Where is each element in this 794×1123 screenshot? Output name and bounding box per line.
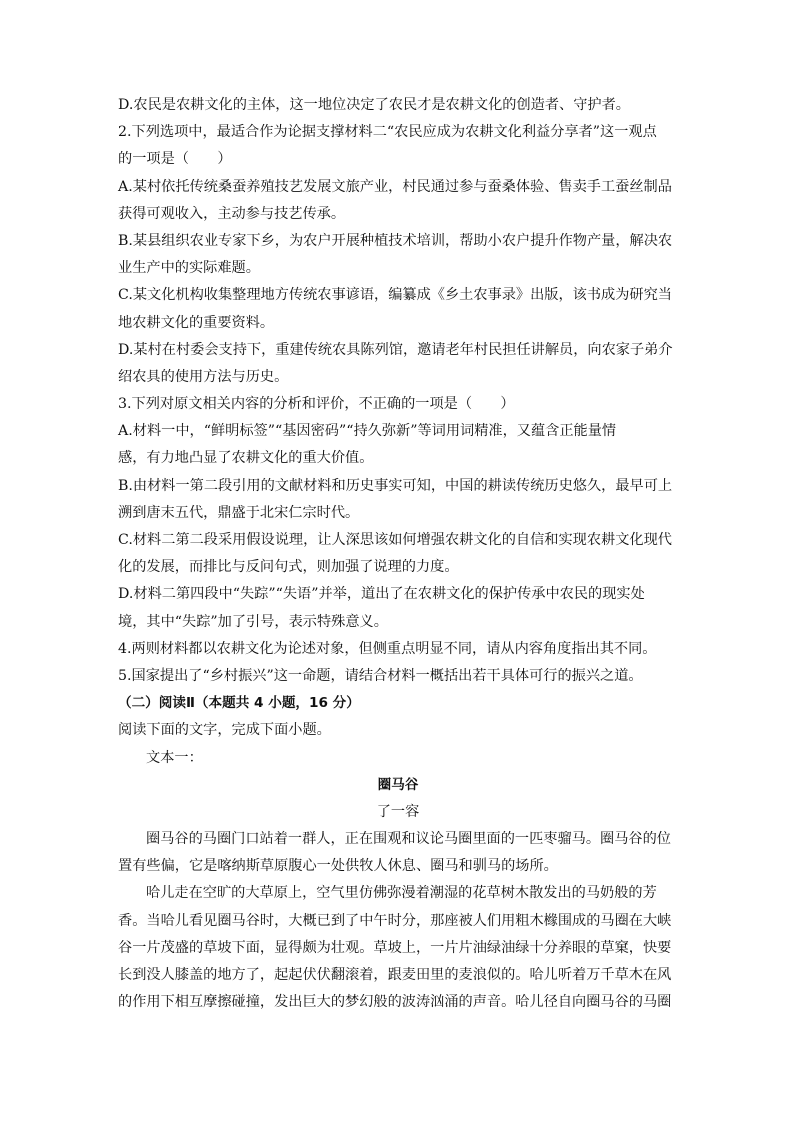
option-d: D.材料二第四段中“失踪”“失语”并举，道出了在农耕文化的保护传承中农民的现实处 bbox=[118, 586, 645, 603]
story-paragraph-line: 置有些偏，它是喀纳斯草原腹心一处供牧人休息、圈马和驯马的场所。 bbox=[118, 858, 558, 875]
story-paragraph-line: 圈马谷的马圈门口站着一群人，正在围观和议论马圈里面的一匹枣骝马。圈马谷的位 bbox=[146, 831, 671, 848]
text-line: 业生产中的实际难题。 bbox=[118, 260, 260, 277]
option-b: B.某县组织农业专家下乡，为农户开展种植技术培训，帮助小农户提升作物产量，解决农 bbox=[118, 232, 673, 249]
option-b: B.由材料一第二段引用的文献材料和历史事实可知，中国的耕读传统历史悠久，最早可上 bbox=[118, 477, 673, 494]
section-heading: （二）阅读Ⅱ（本题共 4 小题，16 分） bbox=[118, 695, 360, 712]
text-line: 绍农具的使用方法与历史。 bbox=[118, 368, 289, 385]
question-3: 3.下列对原文相关内容的分析和评价，不正确的一项是（ ） bbox=[118, 396, 515, 413]
story-paragraph-line: 哈儿走在空旷的大草原上，空气里仿佛弥漫着潮湿的花草树木散发出的马奶般的芳 bbox=[146, 885, 657, 902]
story-paragraph-line: 谷一片茂盛的草坡下面，显得颇为壮观。草坡上，一片片油绿油绿十分养眼的草窠，快要 bbox=[118, 939, 672, 956]
instruction: 阅读下面的文字，完成下面小题。 bbox=[118, 722, 331, 739]
option-a: A.某村依托传统桑蚕养殖技艺发展文旅产业，村民通过参与蚕桑体验、售卖手工蚕丝制品 bbox=[118, 178, 672, 195]
story-paragraph-line: 香。当哈儿看见圈马谷时，大概已到了中午时分，那座被人们用粗木橼围成的马圈在大峡 bbox=[118, 912, 672, 929]
option-a: A.材料一中，“鲜明标签”“基因密码”“持久弥新”等词用词精准，又蕴含正能量情 bbox=[118, 423, 617, 440]
text-line: 的一项是（ ） bbox=[118, 151, 232, 168]
story-author: 了一容 bbox=[376, 803, 420, 820]
text-line: 获得可观收入，主动参与技艺传承。 bbox=[118, 205, 346, 222]
option-d: D.某村在村委会支持下，重建传统农具陈列馆，邀请老年村民担任讲解员，向农家子弟介 bbox=[118, 341, 673, 358]
text-line: 感，有力地凸显了农耕文化的重大价值。 bbox=[118, 450, 374, 467]
text-label: 文本一： bbox=[146, 749, 203, 766]
text-line: D.农民是农耕文化的主体，这一地位决定了农民才是农耕文化的创造者、守护者。 bbox=[118, 97, 630, 113]
text-line: 化的发展，而排比与反问句式，则加强了说理的力度。 bbox=[118, 559, 459, 576]
story-title: 圈马谷 bbox=[377, 776, 419, 793]
option-c: C.材料二第二段采用假设说理，让人深思该如何增强农耕文化的自信和实现农耕文化现代 bbox=[118, 532, 672, 548]
question-2: 2.下列选项中，最适合作为论据支撑材料二“农民应成为农耕文化利益分享者”这一观点 bbox=[118, 124, 657, 141]
story-paragraph-line: 的作用下相互摩擦碰撞，发出巨大的梦幻般的波涛汹涌的声音。哈儿径自向圈马谷的马圈 bbox=[118, 994, 672, 1011]
option-c: C.某文化机构收集整理地方传统农事谚语，编纂成《乡土农事录》出版，该书成为研究当 bbox=[118, 287, 672, 304]
text-line: 溯到唐末五代，鼎盛于北宋仁宗时代。 bbox=[118, 504, 360, 521]
text-line: 地农耕文化的重要资料。 bbox=[118, 314, 275, 331]
question-4: 4.两则材料都以农耕文化为论述对象，但侧重点明显不同，请从内容角度指出其不同。 bbox=[118, 640, 657, 657]
text-line: 境，其中“失踪”加了引号，表示特殊意义。 bbox=[118, 613, 388, 630]
story-paragraph-line: 长到没人膝盖的地方了，起起伏伏翻滚着，跟麦田里的麦浪似的。哈儿听着万千草木在风 bbox=[118, 967, 672, 983]
document-page bbox=[118, 92, 678, 1016]
question-5: 5.国家提出了“乡村振兴”这一命题，请结合材料一概括出若干具体可行的振兴之道。 bbox=[118, 667, 643, 684]
